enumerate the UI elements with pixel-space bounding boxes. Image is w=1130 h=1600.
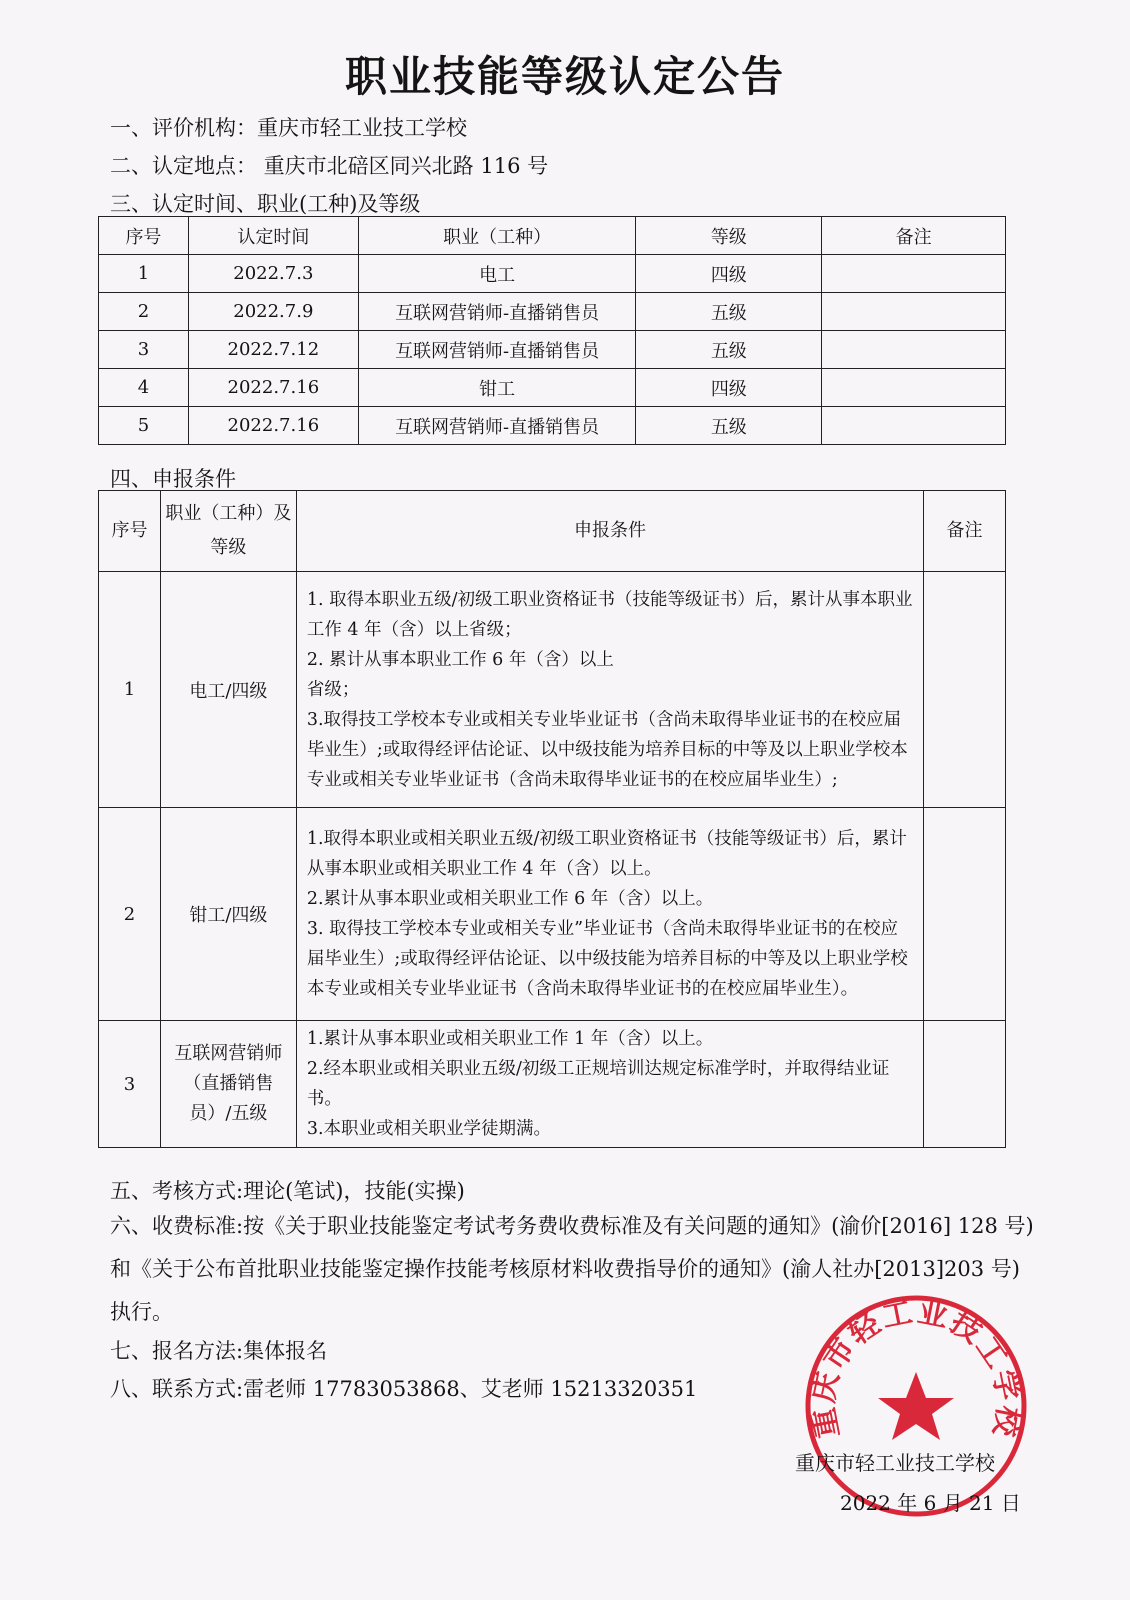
table-row: [99, 331, 1006, 369]
schedule-header-cell: 职业（工种）: [358, 217, 636, 255]
schedule-cell: 五级: [636, 407, 822, 445]
table-row: [99, 369, 1006, 407]
schedule-cell: 2022.7.9: [188, 293, 358, 331]
schedule-cell: 5: [99, 407, 189, 445]
section-contact: 八、联系方式:雷老师 17783053868、艾老师 15213320351: [110, 1377, 698, 1401]
conditions-cell-job: 互联网营销师（直播销售员）/五级: [160, 1021, 296, 1148]
schedule-cell: [822, 407, 1006, 445]
table-row: [99, 255, 1006, 293]
section-evaluator: 一、评价机构：重庆市轻工业技工学校: [110, 116, 467, 140]
table-row: [99, 407, 1006, 445]
section-assessment: 五、考核方式:理论(笔试)，技能(实操): [110, 1179, 465, 1203]
section-fees: 六、收费标准:按《关于职业技能鉴定考试考务费收费标准及有关问题的通知》(渝价[2016] 128 号)和《关于公布首批职业技能鉴定操作技能考核原材料收费指导价的通知》(渝人社办[2013]203 号)执行。: [110, 1214, 1034, 1324]
conditions-table: [98, 490, 1006, 1148]
table-row: [99, 572, 1006, 808]
conditions-cell-job: 电工/四级: [160, 572, 296, 808]
condition-line: 3.取得技工学校本专业或相关专业毕业证书（含尚未取得毕业证书的在校应届毕业生）;或取得经评估论证、以中级技能为培养目标的中等及以上职业学校本专业或相关专业毕业证书（含尚未取得毕业证书的在校应届毕业生）;: [306, 709, 908, 790]
schedule-cell: [822, 293, 1006, 331]
conditions-cell-requirements: [296, 808, 923, 1021]
conditions-cell-note: [924, 572, 1006, 808]
schedule-cell: 五级: [636, 331, 822, 369]
condition-line: 3.本职业或相关职业学徒期满。: [306, 1119, 552, 1139]
seal-text: 重庆市轻工业技工学校: [805, 1294, 1027, 1441]
conditions-header-cell: 申报条件: [296, 491, 923, 572]
schedule-cell: 钳工: [358, 369, 636, 407]
condition-line: 1.取得本职业或相关职业五级/初级工职业资格证书（技能等级证书）后，累计从事本职业或相关职业工作 4 年（含）以上。: [306, 829, 907, 879]
schedule-cell: 四级: [636, 255, 822, 293]
conditions-header-cell: 备注: [924, 491, 1006, 572]
section-location: 二、认定地点： 重庆市北碚区同兴北路 116 号: [110, 154, 549, 178]
schedule-cell: 五级: [636, 293, 822, 331]
schedule-cell: 电工: [358, 255, 636, 293]
page-title: 职业技能等级认定公告: [344, 52, 785, 101]
conditions-cell-note: [924, 808, 1006, 1021]
conditions-cell-note: [924, 1021, 1006, 1148]
schedule-cell: 3: [99, 331, 189, 369]
schedule-cell: 2022.7.3: [188, 255, 358, 293]
schedule-cell: [822, 255, 1006, 293]
condition-line: 2.经本职业或相关职业五级/初级工正规培训达规定标准学时，并取得结业证书。: [306, 1059, 890, 1109]
condition-line: 1. 取得本职业五级/初级工职业资格证书（技能等级证书）后，累计从事本职业工作 4 年（含）以上省级；: [306, 589, 913, 640]
conditions-cell-no: 1: [99, 572, 161, 808]
schedule-header-row: [99, 217, 1006, 255]
schedule-cell: 2: [99, 293, 189, 331]
schedule-cell: 互联网营销师-直播销售员: [358, 293, 636, 331]
signature-date: 2022 年 6 月 21 日: [840, 1491, 1021, 1515]
table-row: [99, 808, 1006, 1021]
schedule-table: [98, 216, 1006, 445]
schedule-header-cell: 备注: [822, 217, 1006, 255]
schedule-cell: 2022.7.16: [188, 369, 358, 407]
condition-line: 3. 取得技工学校本专业或相关专业”毕业证书（含尚未取得毕业证书的在校应届毕业生）;或取得经评估论证、以中级技能为培养目标的中等及以上职业学校本专业或相关专业毕业证书（含尚未取得毕业证书的在校应届毕业生）。: [306, 919, 908, 999]
seal-star: [878, 1372, 954, 1440]
schedule-cell: 4: [99, 369, 189, 407]
schedule-cell: 2022.7.12: [188, 331, 358, 369]
signature-organization: 重庆市轻工业技工学校: [795, 1451, 995, 1475]
conditions-cell-requirements: [296, 1021, 923, 1148]
schedule-cell: [822, 331, 1006, 369]
table-row: [99, 1021, 1006, 1148]
schedule-cell: 1: [99, 255, 189, 293]
conditions-cell-job: 钳工/四级: [160, 808, 296, 1021]
conditions-header-row: [99, 491, 1006, 572]
condition-line: 2.累计从事本职业或相关职业工作 6 年（含）以上。: [306, 889, 714, 909]
table-row: [99, 293, 1006, 331]
schedule-cell: 互联网营销师-直播销售员: [358, 331, 636, 369]
condition-line: 省级；: [306, 679, 360, 700]
section-schedule-heading: 三、认定时间、职业(工种)及等级: [110, 192, 421, 216]
schedule-header-cell: 等级: [636, 217, 822, 255]
section-conditions-heading: 四、申报条件: [110, 467, 236, 491]
conditions-header-cell: 序号: [99, 491, 161, 572]
conditions-cell-no: 3: [99, 1021, 161, 1148]
conditions-header-cell: 职业（工种）及等级: [160, 491, 296, 572]
conditions-cell-requirements: [296, 572, 923, 808]
schedule-cell: 互联网营销师-直播销售员: [358, 407, 636, 445]
schedule-header-cell: 序号: [99, 217, 189, 255]
schedule-cell: 2022.7.16: [188, 407, 358, 445]
section-registration: 七、报名方法:集体报名: [110, 1339, 328, 1363]
schedule-header-cell: 认定时间: [188, 217, 358, 255]
conditions-cell-no: 2: [99, 808, 161, 1021]
schedule-cell: 四级: [636, 369, 822, 407]
condition-line: 2. 累计从事本职业工作 6 年（含）以上: [306, 649, 614, 670]
condition-line: 1.累计从事本职业或相关职业工作 1 年（含）以上。: [306, 1029, 714, 1049]
schedule-cell: [822, 369, 1006, 407]
